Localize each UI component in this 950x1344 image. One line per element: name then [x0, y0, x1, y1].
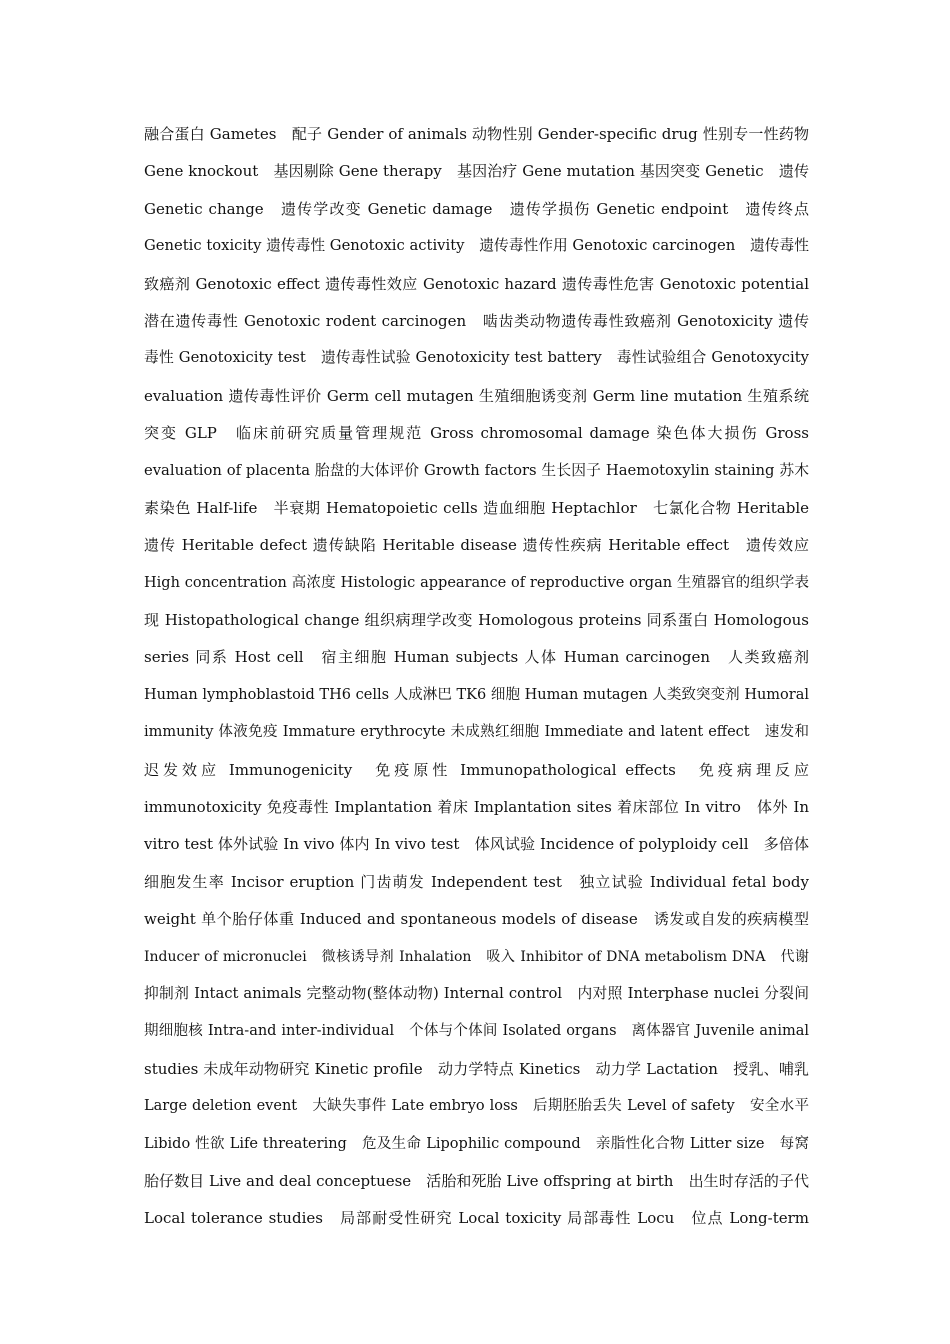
text-line: Genetic change 遗传学改变 Genetic damage 遗传学损伤 Genetic endpoint 遗传终点 — [144, 199, 809, 218]
text-line: Large deletion event 大缺失事件 Late embryo loss 后期胚胎丢失 Level of safety 安全水平 — [144, 1098, 809, 1115]
text-line: Inducer of micronuclei 微核诱导剂 Inhalation 吸入 Inhibitor of DNA metabolism DNA 代谢 — [144, 948, 809, 965]
text-line: 潜在遗传毒性 Genotoxic rodent carcinogen 啮齿类动物遗传毒性致癌剂 Genotoxicity 遗传 — [144, 311, 809, 330]
text-line: evaluation of placenta 胎盘的大体评价 Growth factors 生长因子 Haemotoxylin staining 苏木 — [144, 461, 809, 479]
text-line: 抑制剂 Intact animals 完整动物(整体动物) Internal control 内对照 Interphase nuclei 分裂间 — [144, 984, 809, 1002]
text-line: 迟发效应 Immunogenicity 免疫原性 Immunopathological effects 免疫病理反应 — [144, 760, 809, 779]
text-line: 现 Histopathological change 组织病理学改变 Homologous proteins 同系蛋白 Homologous — [144, 611, 809, 630]
text-line: 突变 GLP 临床前研究质量管理规范 Gross chromosomal damage 染色体大损伤 Gross — [144, 424, 809, 443]
text-line: 致癌剂 Genotoxic effect 遗传毒性效应 Genotoxic hazard 遗传毒性危害 Genotoxic potential — [144, 274, 809, 293]
text-line: Libido 性欲 Life threatering 危及生命 Lipophilic compound 亲脂性化合物 Litter size 每窝 — [144, 1135, 809, 1152]
text-line: studies 未成年动物研究 Kinetic profile 动力学特点 Kinetics 动力学 Lactation 授乳、哺乳 — [144, 1059, 809, 1078]
text-line: vitro test 体外试验 In vivo 体内 In vivo test 体风试验 Incidence of polyploidy cell 多倍体 — [144, 835, 809, 854]
text-line: 细胞发生率 Incisor eruption 门齿萌发 Independent test 独立试验 Individual fetal body — [144, 872, 809, 891]
text-line: series 同系 Host cell 宿主细胞 Human subjects 人体 Human carcinogen 人类致癌剂 — [144, 648, 809, 667]
text-line: 融合蛋白 Gametes 配子 Gender of animals 动物性别 Gender-specific drug 性别专一性药物 — [144, 125, 809, 143]
text-line: 遗传 Heritable defect 遗传缺陷 Heritable disease 遗传性疾病 Heritable effect 遗传效应 — [144, 536, 809, 555]
text-line: evaluation 遗传毒性评价 Germ cell mutagen 生殖细胞诱变剂 Germ line mutation 生殖系统 — [144, 386, 809, 405]
text-line: Human lymphoblastoid TH6 cells 人成淋巴 TK6 细胞 Human mutagen 人类致突变剂 Humoral — [144, 686, 809, 703]
text-line: immunity 体液免疫 Immature erythrocyte 未成熟红细胞 Immediate and latent effect 速发和 — [144, 724, 809, 741]
text-line: Gene knockout 基因剔除 Gene therapy 基因治疗 Gene mutation 基因突变 Genetic 遗传 — [144, 162, 809, 181]
text-line: Genetic toxicity 遗传毒性 Genotoxic activity 遗传毒性作用 Genotoxic carcinogen 遗传毒性 — [144, 237, 809, 255]
text-line: 期细胞核 Intra-and inter-individual 个体与个体间 Isolated organs 离体器官 Juvenile animal — [144, 1023, 809, 1040]
text-line: 胎仔数目 Live and deal conceptuese 活胎和死胎 Live offspring at birth 出生时存活的子代 — [144, 1171, 809, 1190]
text-line: immunotoxicity 免疫毒性 Implantation 着床 Implantation sites 着床部位 In vitro 体外 In — [144, 798, 809, 817]
glossary-text — [144, 118, 809, 1240]
text-line: 素染色 Half-life 半衰期 Hematopoietic cells 造血细胞 Heptachlor 七氯化合物 Heritable — [144, 498, 809, 517]
text-line: High concentration 高浓度 Histologic appearance of reproductive organ 生殖器官的组织学表 — [144, 574, 809, 591]
text-line: weight 单个胎仔体重 Induced and spontaneous models of disease 诱发或自发的疾病模型 — [144, 910, 809, 929]
text-line: 毒性 Genotoxicity test 遗传毒性试验 Genotoxicity test battery 毒性试验组合 Genotoxycity — [144, 349, 809, 367]
text-line: Local tolerance studies 局部耐受性研究 Local toxicity 局部毒性 Locu 位点 Long-term — [144, 1209, 809, 1228]
